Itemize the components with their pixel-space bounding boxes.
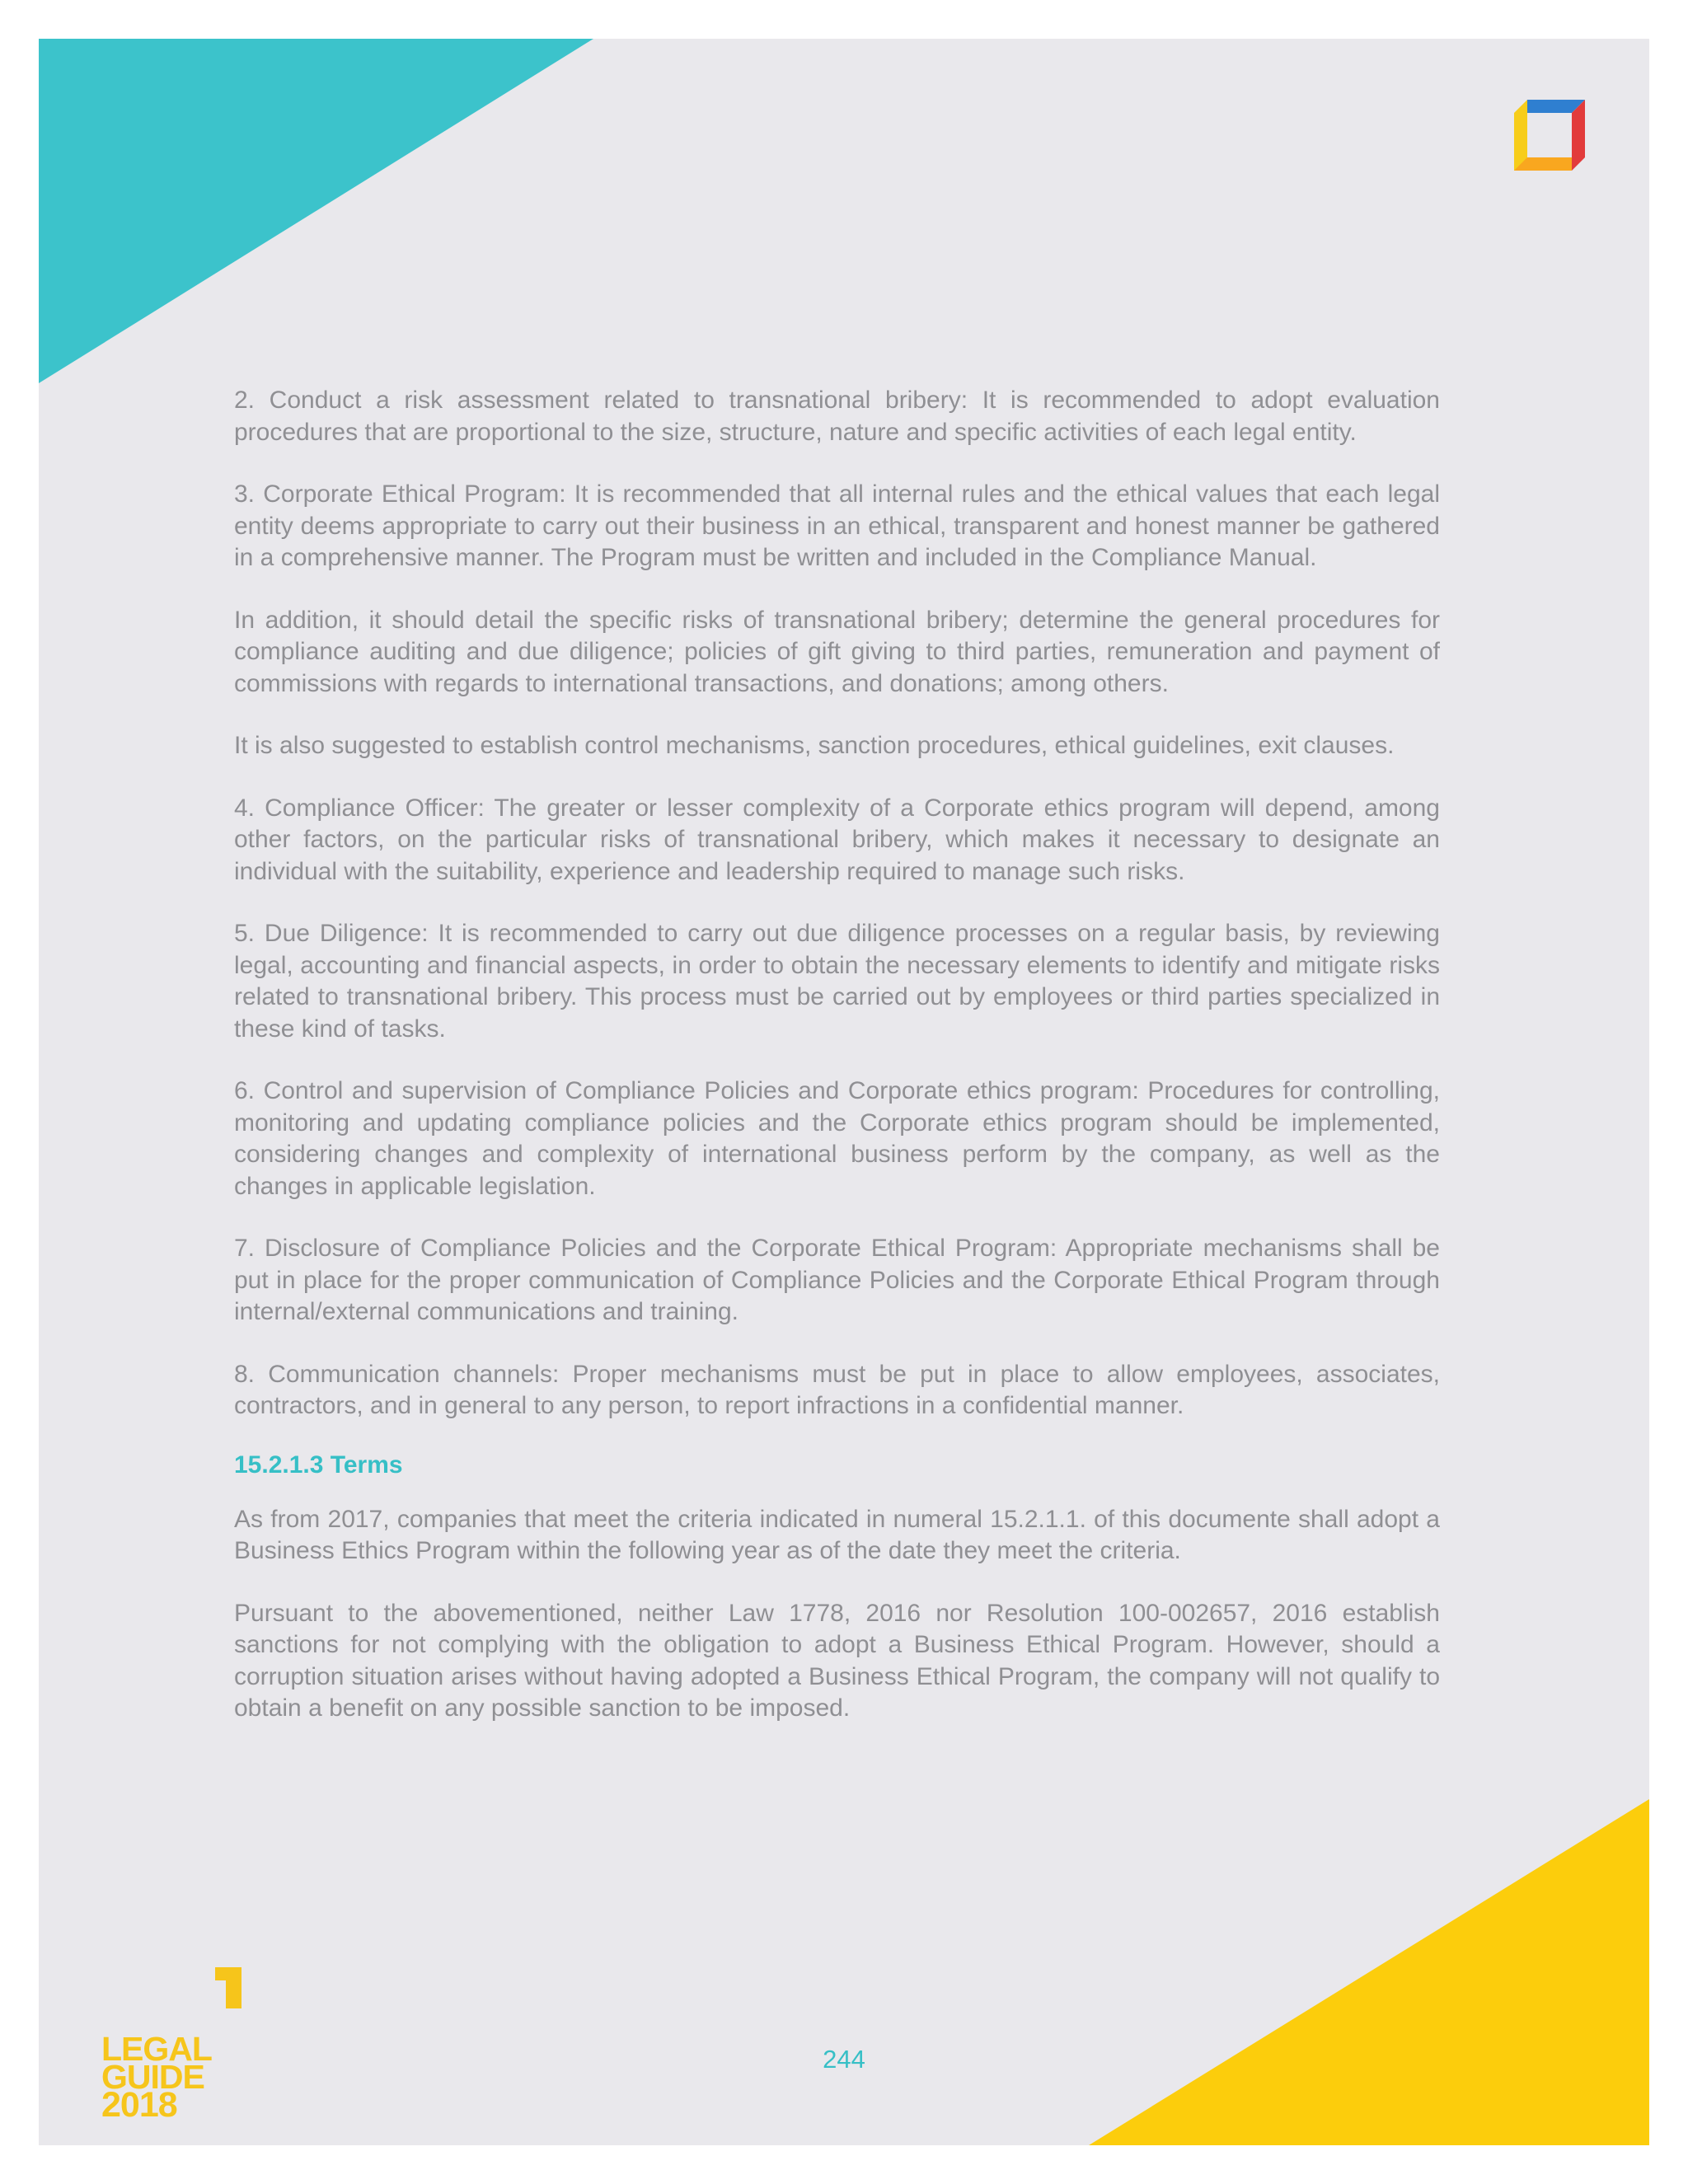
- paragraph-due-diligence: 5. Due Diligence: It is recommended to carry out due diligence processes on a regular basis, by reviewing legal, accounting and financial aspects, in order to obtain the necessary elements to identify and mitigate risks related to transnational bribery. This process must be carried out by employees or third parties specialized in these kind of tasks.: [234, 920, 1440, 1043]
- document-body: [234, 385, 1440, 1755]
- paragraph-compliance-officer: 4. Compliance Officer: The greater or lesser complexity of a Corporate ethics program will depend, among other factors, on the particular risks of transnational bribery, which makes it necessary to designate an individual with the suitability, experience and leadership required to manage such risks.: [234, 794, 1440, 885]
- document-page: [39, 39, 1649, 2145]
- corner-bracket-icon: [101, 1967, 241, 2017]
- teal-corner-triangle: [39, 39, 599, 385]
- square-frame-logo-icon: [1514, 100, 1585, 171]
- paragraph-disclosure: 7. Disclosure of Compliance Policies and the Corporate Ethical Program: Appropriate mechanisms shall be put in place for the proper communication of Compliance Policies and the Corporate Ethical Program through internal/external communications and training.: [234, 1235, 1440, 1325]
- paragraph-corporate-ethical-program: 3. Corporate Ethical Program: It is recommended that all internal rules and the ethical values that each legal entity deems appropriate to carry out their business in an ethical, transparent and honest manner be gathered in a comprehensive manner. The Program must be written and included in the Compliance Manual.: [234, 480, 1440, 571]
- logo-text-year: 2018: [101, 2085, 177, 2125]
- paragraph-control-supervision: 6. Control and supervision of Compliance Policies and Corporate ethics program: Procedures for controlling, monitoring and updating compliance policies and the Corporate ethics program should be implemented, considering changes and complexity of international business perform by the company, as well as the changes in applicable legislation.: [234, 1077, 1440, 1200]
- page-number: 244: [823, 2045, 865, 2074]
- logo-text-guide: GUIDE: [101, 2058, 204, 2096]
- paragraph-communication-channels: 8. Communication channels: Proper mechanisms must be put in place to allow employees, associates, contractors, and in general to any person, to report infractions in a confidential manner.: [234, 1360, 1440, 1419]
- paragraph-additional-details: In addition, it should detail the specific risks of transnational bribery; determine the general procedures for compliance auditing and due diligence; policies of gift giving to third parties, remuneration and payment of commissions with regards to international transactions, and donations; among others.: [234, 606, 1440, 697]
- legal-guide-logo: [101, 1967, 241, 2125]
- yellow-corner-triangle: [1089, 1799, 1649, 2145]
- paragraph-terms-adoption: As from 2017, companies that meet the criteria indicated in numeral 15.2.1.1. of this documente shall adopt a Business Ethics Program within the following year as of the date they meet the criteria.: [234, 1505, 1440, 1564]
- paragraph-terms-sanctions: Pursuant to the abovementioned, neither Law 1778, 2016 nor Resolution 100-002657, 2016 establish sanctions for not complying with the obligation to adopt a Business Ethical Program. However, should a corruption situation arises without having adopted a Business Ethical Program, the company will not qualify to obtain a benefit on any possible sanction to be imposed.: [234, 1599, 1440, 1722]
- section-heading-terms: 15.2.1.3 Terms: [234, 1451, 403, 1479]
- paragraph-control-mechanisms: It is also suggested to establish control mechanisms, sanction procedures, ethical guidelines, exit clauses.: [234, 732, 1395, 759]
- paragraph-risk-assessment: 2. Conduct a risk assessment related to transnational bribery: It is recommended to adopt evaluation procedures that are proportional to the size, structure, nature and specific activities of each legal entity.: [234, 387, 1440, 446]
- logo-text-legal: LEGAL: [101, 2030, 212, 2068]
